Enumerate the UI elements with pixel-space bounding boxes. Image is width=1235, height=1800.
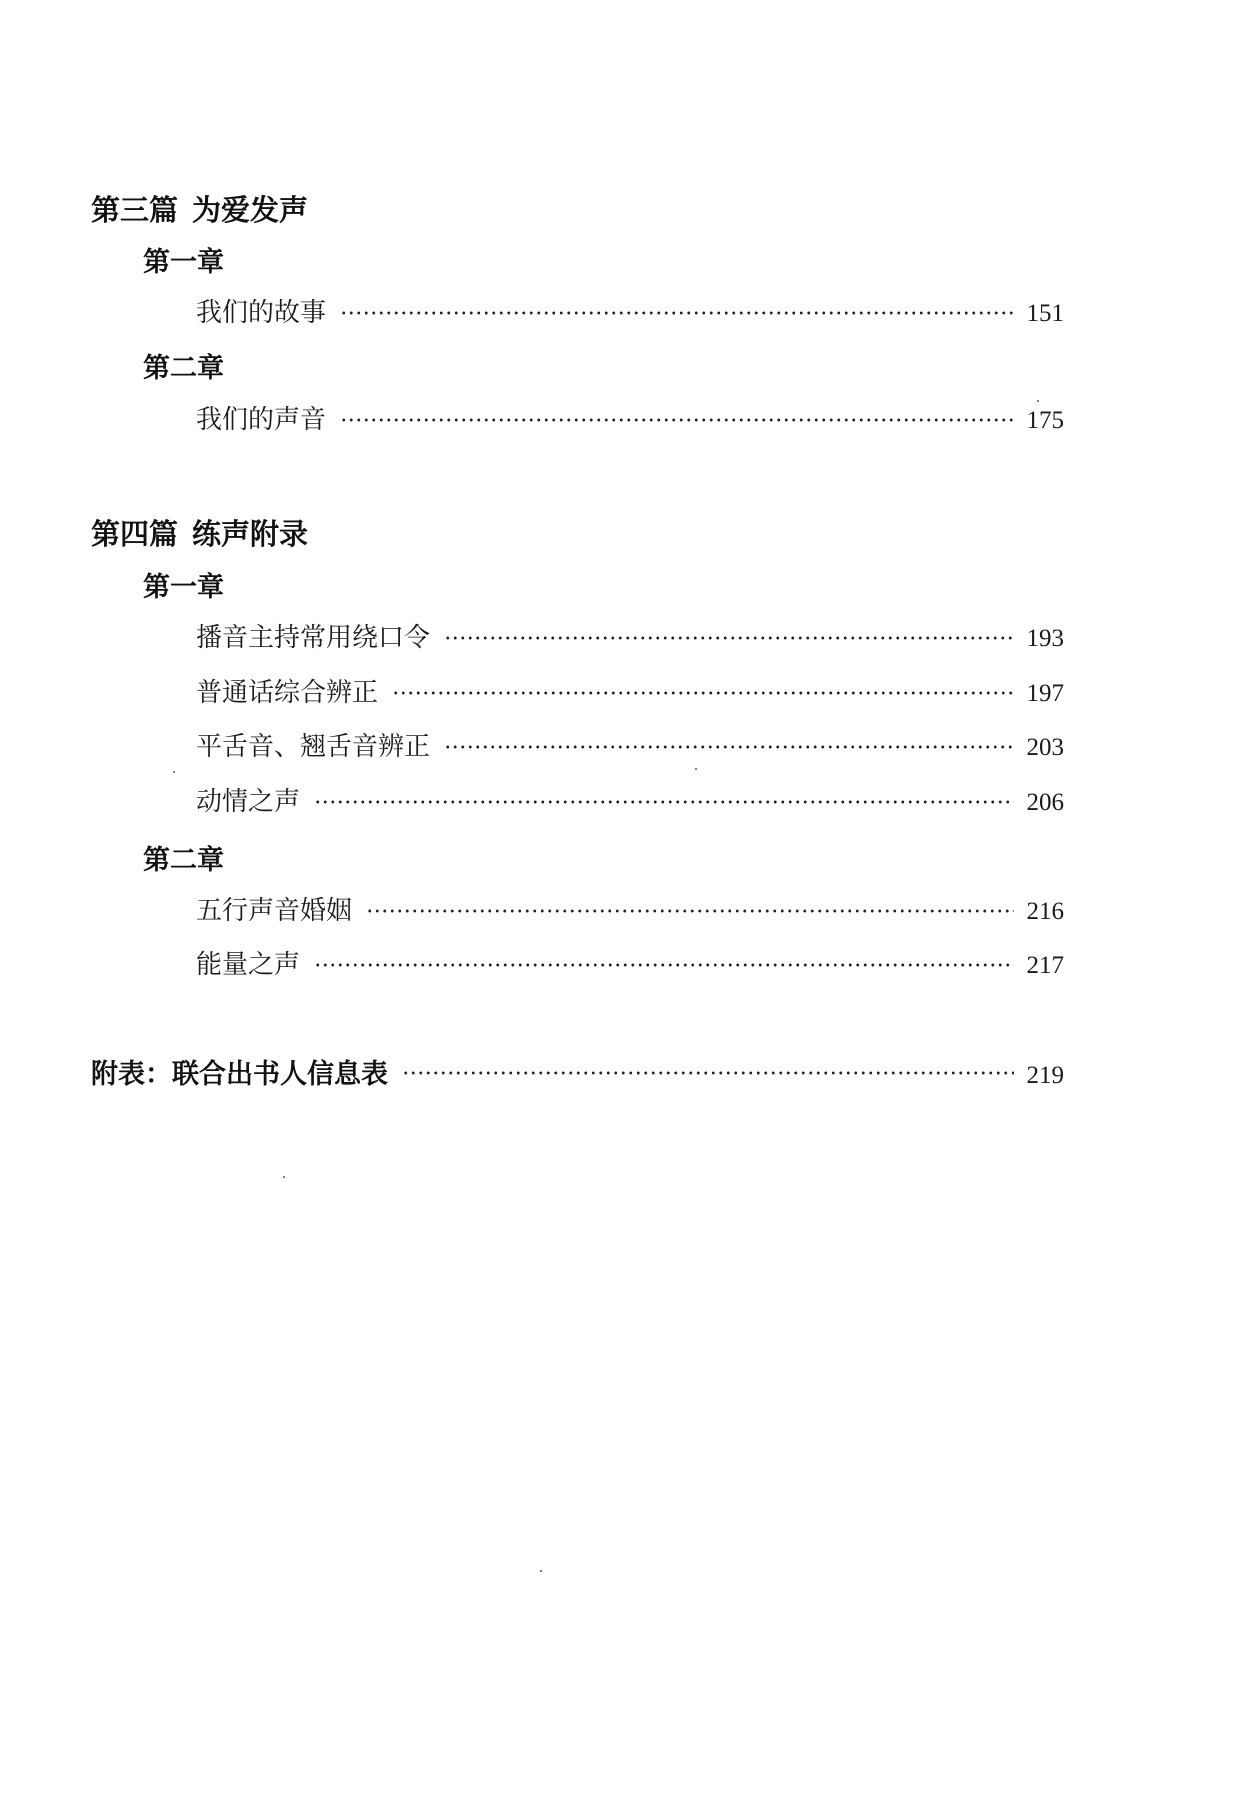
page-number: 216: [1026, 898, 1064, 925]
page-number: 219: [1026, 1062, 1064, 1089]
chapter-heading: 第一章: [143, 572, 224, 603]
part-number: 第四篇: [91, 517, 179, 551]
page-number: 175: [1026, 407, 1064, 434]
entry-title: 动情之声: [196, 787, 301, 817]
dot-leader: [444, 636, 1014, 640]
scan-speck: [1037, 400, 1039, 402]
page-number: 193: [1026, 625, 1064, 652]
dot-leader: [340, 418, 1014, 422]
part-heading: [91, 188, 308, 229]
dot-leader: [340, 311, 1014, 315]
chapter-heading: 第一章: [143, 247, 224, 278]
entry-title: 普通话综合辨正: [196, 678, 379, 708]
part-title: 练声附录: [192, 517, 309, 551]
toc-entry[interactable]: [196, 617, 1064, 651]
page-number: 217: [1026, 952, 1064, 979]
scan-speck: [695, 768, 697, 770]
appendix-title: 附表：联合出书人信息表: [91, 1059, 388, 1090]
entry-title: 我们的故事: [196, 298, 327, 328]
toc-entry[interactable]: [196, 890, 1064, 924]
entry-title: 五行声音婚姻: [196, 896, 353, 926]
dot-leader: [402, 1071, 1014, 1075]
toc-entry[interactable]: [196, 292, 1064, 326]
toc-entry[interactable]: [196, 672, 1064, 706]
toc-entry[interactable]: [196, 726, 1064, 760]
dot-leader: [314, 963, 1014, 967]
chapter-heading: 第二章: [143, 845, 224, 876]
appendix-entry[interactable]: [91, 1052, 1064, 1090]
part-number: 第三篇: [91, 193, 179, 227]
dot-leader: [366, 909, 1014, 913]
toc-entry[interactable]: [196, 944, 1064, 978]
scan-speck: [540, 1570, 542, 1572]
scan-speck: [173, 771, 175, 773]
chapter-heading: 第二章: [143, 353, 224, 384]
toc-entry[interactable]: [196, 399, 1064, 433]
page-number: 206: [1026, 789, 1064, 816]
page-number: 203: [1026, 734, 1064, 761]
dot-leader: [314, 800, 1014, 804]
dot-leader: [392, 691, 1014, 695]
entry-title: 平舌音、翘舌音辨正: [196, 732, 431, 762]
toc-entry[interactable]: [196, 781, 1064, 815]
entry-title: 播音主持常用绕口令: [196, 623, 431, 653]
part-title: 为爱发声: [192, 193, 309, 227]
page-number: 197: [1026, 680, 1064, 707]
dot-leader: [444, 745, 1014, 749]
page-number: 151: [1026, 300, 1064, 327]
entry-title: 能量之声: [196, 950, 301, 980]
part-heading: [91, 512, 308, 553]
scan-speck: [283, 1176, 285, 1178]
entry-title: 我们的声音: [196, 405, 327, 435]
